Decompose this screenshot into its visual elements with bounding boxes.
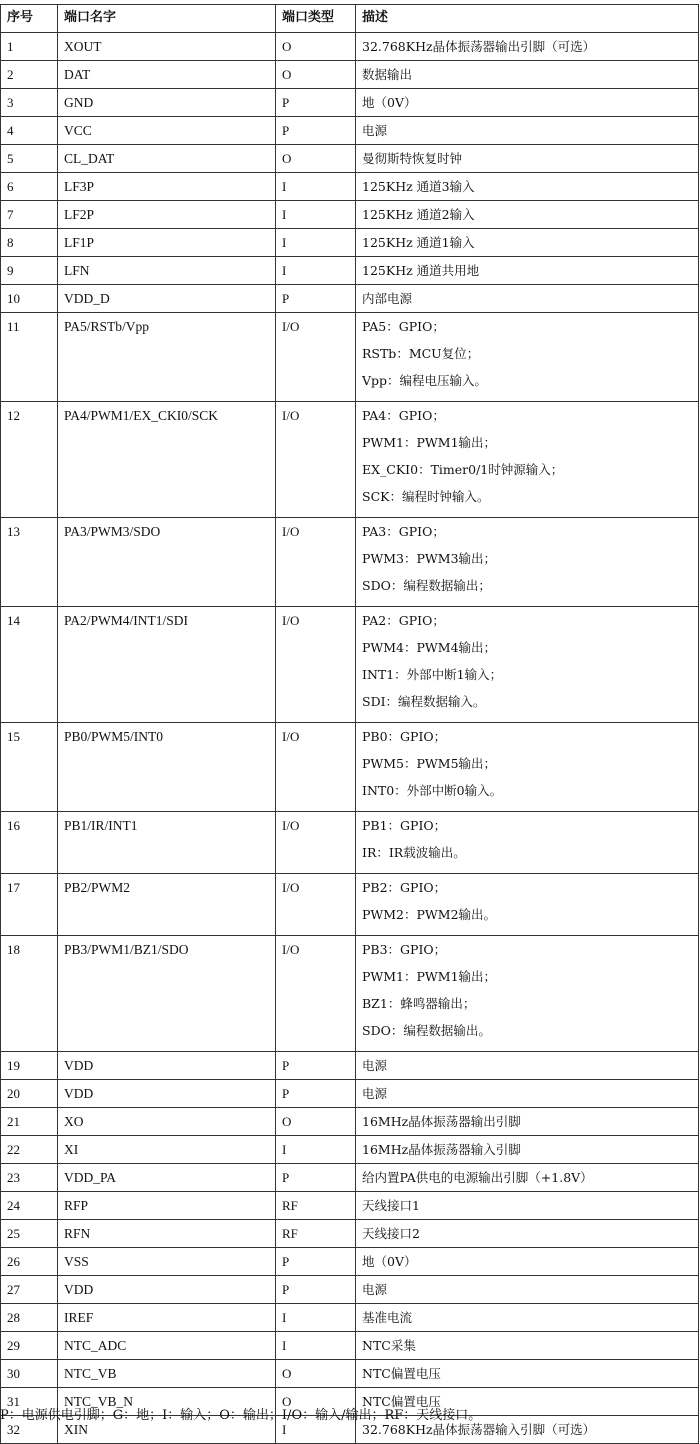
description-line: 地（0V） xyxy=(362,95,417,110)
pin-name: VDD xyxy=(58,1080,276,1108)
table-row xyxy=(1,1332,699,1360)
table-row xyxy=(1,1052,699,1080)
description-line: PB3：GPIO； xyxy=(362,942,447,957)
pin-name: XO xyxy=(58,1108,276,1136)
pin-number: 9 xyxy=(1,257,58,285)
pin-type: I/O xyxy=(276,723,356,812)
pin-name: PB2/PWM2 xyxy=(58,874,276,936)
pin-number: 23 xyxy=(1,1164,58,1192)
table-row xyxy=(1,313,699,402)
description-line: IR：IR载波输出。 xyxy=(362,845,466,860)
description-line: PB1：GPIO； xyxy=(362,818,447,833)
table-row xyxy=(1,1248,699,1276)
pin-type: I/O xyxy=(276,518,356,607)
description-line: 电源 xyxy=(362,123,388,138)
table-row xyxy=(1,723,699,812)
description-line: INT0：外部中断0输入。 xyxy=(362,783,503,798)
pin-name: LF2P xyxy=(58,201,276,229)
pin-type: I/O xyxy=(276,812,356,874)
description-line: PWM1：PWM1输出； xyxy=(362,435,497,450)
description-line: PA4：GPIO； xyxy=(362,408,445,423)
pin-number: 4 xyxy=(1,117,58,145)
pin-name: VSS xyxy=(58,1248,276,1276)
description-line: SDO：编程数据输出； xyxy=(362,578,491,593)
pin-name: VDD_PA xyxy=(58,1164,276,1192)
pin-name: LF3P xyxy=(58,173,276,201)
pin-description xyxy=(356,1108,699,1136)
table-row xyxy=(1,812,699,874)
description-line: NTC偏置电压 xyxy=(362,1394,441,1409)
pin-number: 29 xyxy=(1,1332,58,1360)
pin-description xyxy=(356,33,699,61)
pin-description xyxy=(356,607,699,723)
description-line: INT1：外部中断1输入； xyxy=(362,667,503,682)
pin-description xyxy=(356,89,699,117)
description-line: 内部电源 xyxy=(362,291,413,306)
pin-description xyxy=(356,61,699,89)
pin-description xyxy=(356,145,699,173)
pin-type: I/O xyxy=(276,313,356,402)
pin-number: 12 xyxy=(1,402,58,518)
table-row xyxy=(1,145,699,173)
pin-type: RF xyxy=(276,1220,356,1248)
description-line: PA3：GPIO； xyxy=(362,524,445,539)
description-line: 125KHz 通道1输入 xyxy=(362,235,475,250)
table-body xyxy=(1,33,699,1444)
pin-type: I xyxy=(276,173,356,201)
description-line: 天线接口1 xyxy=(362,1198,420,1213)
pin-name: VCC xyxy=(58,117,276,145)
table-row xyxy=(1,117,699,145)
description-line: 125KHz 通道2输入 xyxy=(362,207,475,222)
pin-name: XIN xyxy=(58,1416,276,1444)
pin-type: P xyxy=(276,117,356,145)
pin-type: I/O xyxy=(276,607,356,723)
table-row xyxy=(1,1080,699,1108)
table-row xyxy=(1,402,699,518)
pin-type: P xyxy=(276,285,356,313)
pin-description xyxy=(356,1360,699,1388)
description-line: 天线接口2 xyxy=(362,1226,420,1241)
pin-description xyxy=(356,1304,699,1332)
table-row xyxy=(1,1136,699,1164)
pin-type: I/O xyxy=(276,874,356,936)
type-legend: P：电源供电引脚；G：地；I：输入；O：输出；I/O：输入/输出；RF：天线接口。 xyxy=(0,1408,482,1423)
description-line: 曼彻斯特恢复时钟 xyxy=(362,151,463,166)
pin-type: I/O xyxy=(276,402,356,518)
pin-number: 10 xyxy=(1,285,58,313)
table-header-row xyxy=(1,5,699,33)
pin-number: 15 xyxy=(1,723,58,812)
description-line: PA2：GPIO； xyxy=(362,613,445,628)
description-line: RSTb：MCU复位； xyxy=(362,346,480,361)
table-row xyxy=(1,173,699,201)
pin-number: 25 xyxy=(1,1220,58,1248)
pin-name: LFN xyxy=(58,257,276,285)
table-row xyxy=(1,1108,699,1136)
description-line: 125KHz 通道共用地 xyxy=(362,263,480,278)
pin-type: I xyxy=(276,1136,356,1164)
pin-description xyxy=(356,1052,699,1080)
header-port-name: 端口名字 xyxy=(58,5,276,33)
description-line: SCK：编程时钟输入。 xyxy=(362,489,490,504)
table-row xyxy=(1,285,699,313)
description-line: 给内置PA供电的电源输出引脚（+1.8V） xyxy=(362,1170,593,1185)
pin-number: 16 xyxy=(1,812,58,874)
pin-table xyxy=(0,4,699,1444)
pin-type: I xyxy=(276,1416,356,1444)
description-line: 电源 xyxy=(362,1282,388,1297)
pin-number: 32 xyxy=(1,1416,58,1444)
pin-description xyxy=(356,518,699,607)
pin-name: NTC_VB_N xyxy=(58,1388,276,1416)
pin-number: 5 xyxy=(1,145,58,173)
pin-description xyxy=(356,257,699,285)
pin-description xyxy=(356,1164,699,1192)
description-line: EX_CKI0：Timer0/1时钟源输入； xyxy=(362,462,564,477)
header-no: 序号 xyxy=(1,5,58,33)
pin-name: LF1P xyxy=(58,229,276,257)
description-line: PWM1：PWM1输出； xyxy=(362,969,497,984)
pin-name: PA3/PWM3/SDO xyxy=(58,518,276,607)
pin-description xyxy=(356,936,699,1052)
description-line: 电源 xyxy=(362,1058,388,1073)
description-line: 32.768KHz晶体振荡器输出引脚（可选） xyxy=(362,39,596,54)
pin-number: 6 xyxy=(1,173,58,201)
pin-type: P xyxy=(276,1052,356,1080)
pin-number: 27 xyxy=(1,1276,58,1304)
table-row xyxy=(1,1360,699,1388)
pin-name: PB3/PWM1/BZ1/SDO xyxy=(58,936,276,1052)
table-row xyxy=(1,518,699,607)
header-port-type: 端口类型 xyxy=(276,5,356,33)
pin-description xyxy=(356,1332,699,1360)
pin-name: RFP xyxy=(58,1192,276,1220)
description-line: NTC偏置电压 xyxy=(362,1366,441,1381)
pin-description xyxy=(356,812,699,874)
pin-type: I xyxy=(276,1304,356,1332)
pin-description xyxy=(356,201,699,229)
pin-number: 24 xyxy=(1,1192,58,1220)
pin-type: O xyxy=(276,1388,356,1416)
description-line: 地（0V） xyxy=(362,1254,417,1269)
pin-type: O xyxy=(276,1108,356,1136)
description-line: BZ1：蜂鸣器输出； xyxy=(362,996,476,1011)
pin-name: XI xyxy=(58,1136,276,1164)
pin-number: 17 xyxy=(1,874,58,936)
pin-number: 1 xyxy=(1,33,58,61)
pin-number: 2 xyxy=(1,61,58,89)
table-row xyxy=(1,229,699,257)
pin-description xyxy=(356,1248,699,1276)
table-row xyxy=(1,936,699,1052)
pin-description xyxy=(356,1276,699,1304)
pin-number: 22 xyxy=(1,1136,58,1164)
pin-number: 8 xyxy=(1,229,58,257)
table-row xyxy=(1,1276,699,1304)
pin-description xyxy=(356,1192,699,1220)
pin-number: 7 xyxy=(1,201,58,229)
pin-type: P xyxy=(276,1248,356,1276)
pin-description xyxy=(356,173,699,201)
pin-type: I xyxy=(276,201,356,229)
pin-description xyxy=(356,1080,699,1108)
pin-name: VDD_D xyxy=(58,285,276,313)
pin-number: 21 xyxy=(1,1108,58,1136)
pin-type: I xyxy=(276,1332,356,1360)
pin-name: VDD xyxy=(58,1052,276,1080)
table-row xyxy=(1,257,699,285)
pin-description xyxy=(356,117,699,145)
pin-type: P xyxy=(276,1276,356,1304)
pin-type: I xyxy=(276,229,356,257)
description-line: 32.768KHz晶体振荡器输入引脚（可选） xyxy=(362,1422,596,1437)
pin-number: 14 xyxy=(1,607,58,723)
table-row xyxy=(1,874,699,936)
table-row xyxy=(1,1304,699,1332)
pin-name: PB1/IR/INT1 xyxy=(58,812,276,874)
description-line: PWM5：PWM5输出； xyxy=(362,756,497,771)
pin-number: 19 xyxy=(1,1052,58,1080)
pin-type: O xyxy=(276,1360,356,1388)
description-line: PWM4：PWM4输出； xyxy=(362,640,497,655)
pin-type: RF xyxy=(276,1192,356,1220)
pin-type: O xyxy=(276,145,356,173)
pin-type: O xyxy=(276,61,356,89)
pin-name: VDD xyxy=(58,1276,276,1304)
description-line: 电源 xyxy=(362,1086,388,1101)
description-line: 16MHz晶体振荡器输出引脚 xyxy=(362,1114,521,1129)
pin-type: P xyxy=(276,1164,356,1192)
description-line: PWM2：PWM2输出。 xyxy=(362,907,497,922)
pin-description xyxy=(356,313,699,402)
table-row xyxy=(1,89,699,117)
pin-name: PA4/PWM1/EX_CKI0/SCK xyxy=(58,402,276,518)
pin-number: 13 xyxy=(1,518,58,607)
description-line: 基准电流 xyxy=(362,1310,413,1325)
table-row xyxy=(1,201,699,229)
pin-name: CL_DAT xyxy=(58,145,276,173)
pin-name: PA2/PWM4/INT1/SDI xyxy=(58,607,276,723)
pin-description xyxy=(356,285,699,313)
pin-type: P xyxy=(276,89,356,117)
pin-name: IREF xyxy=(58,1304,276,1332)
pin-description xyxy=(356,1136,699,1164)
table-row xyxy=(1,33,699,61)
pin-description xyxy=(356,1220,699,1248)
pin-name: XOUT xyxy=(58,33,276,61)
pin-description xyxy=(356,723,699,812)
description-line: Vpp：编程电压输入。 xyxy=(362,373,488,388)
pin-number: 3 xyxy=(1,89,58,117)
pin-type: O xyxy=(276,33,356,61)
pin-description xyxy=(356,402,699,518)
pin-name: RFN xyxy=(58,1220,276,1248)
table-row xyxy=(1,607,699,723)
pin-description xyxy=(356,229,699,257)
description-line: NTC采集 xyxy=(362,1338,416,1353)
pin-number: 30 xyxy=(1,1360,58,1388)
pin-name: PB0/PWM5/INT0 xyxy=(58,723,276,812)
pin-type: I xyxy=(276,257,356,285)
description-line: SDI：编程数据输入。 xyxy=(362,694,486,709)
description-line: 数据输出 xyxy=(362,67,413,82)
description-line: 16MHz晶体振荡器输入引脚 xyxy=(362,1142,521,1157)
description-line: PA5：GPIO； xyxy=(362,319,445,334)
table-row xyxy=(1,1192,699,1220)
description-line: PWM3：PWM3输出； xyxy=(362,551,497,566)
pin-number: 26 xyxy=(1,1248,58,1276)
description-line: PB2：GPIO； xyxy=(362,880,447,895)
pin-name: DAT xyxy=(58,61,276,89)
table-row xyxy=(1,1164,699,1192)
pin-number: 11 xyxy=(1,313,58,402)
pin-type: I/O xyxy=(276,936,356,1052)
pin-number: 28 xyxy=(1,1304,58,1332)
header-description: 描述 xyxy=(356,5,699,33)
table-row xyxy=(1,61,699,89)
pin-name: PA5/RSTb/Vpp xyxy=(58,313,276,402)
pin-number: 20 xyxy=(1,1080,58,1108)
description-line: 125KHz 通道3输入 xyxy=(362,179,475,194)
table-row xyxy=(1,1220,699,1248)
pin-name: GND xyxy=(58,89,276,117)
description-line: PB0：GPIO； xyxy=(362,729,447,744)
pin-description xyxy=(356,874,699,936)
pin-number: 18 xyxy=(1,936,58,1052)
pin-name: NTC_ADC xyxy=(58,1332,276,1360)
pin-type: P xyxy=(276,1080,356,1108)
description-line: SDO：编程数据输出。 xyxy=(362,1023,491,1038)
pin-name: NTC_VB xyxy=(58,1360,276,1388)
pin-number: 31 xyxy=(1,1388,58,1416)
